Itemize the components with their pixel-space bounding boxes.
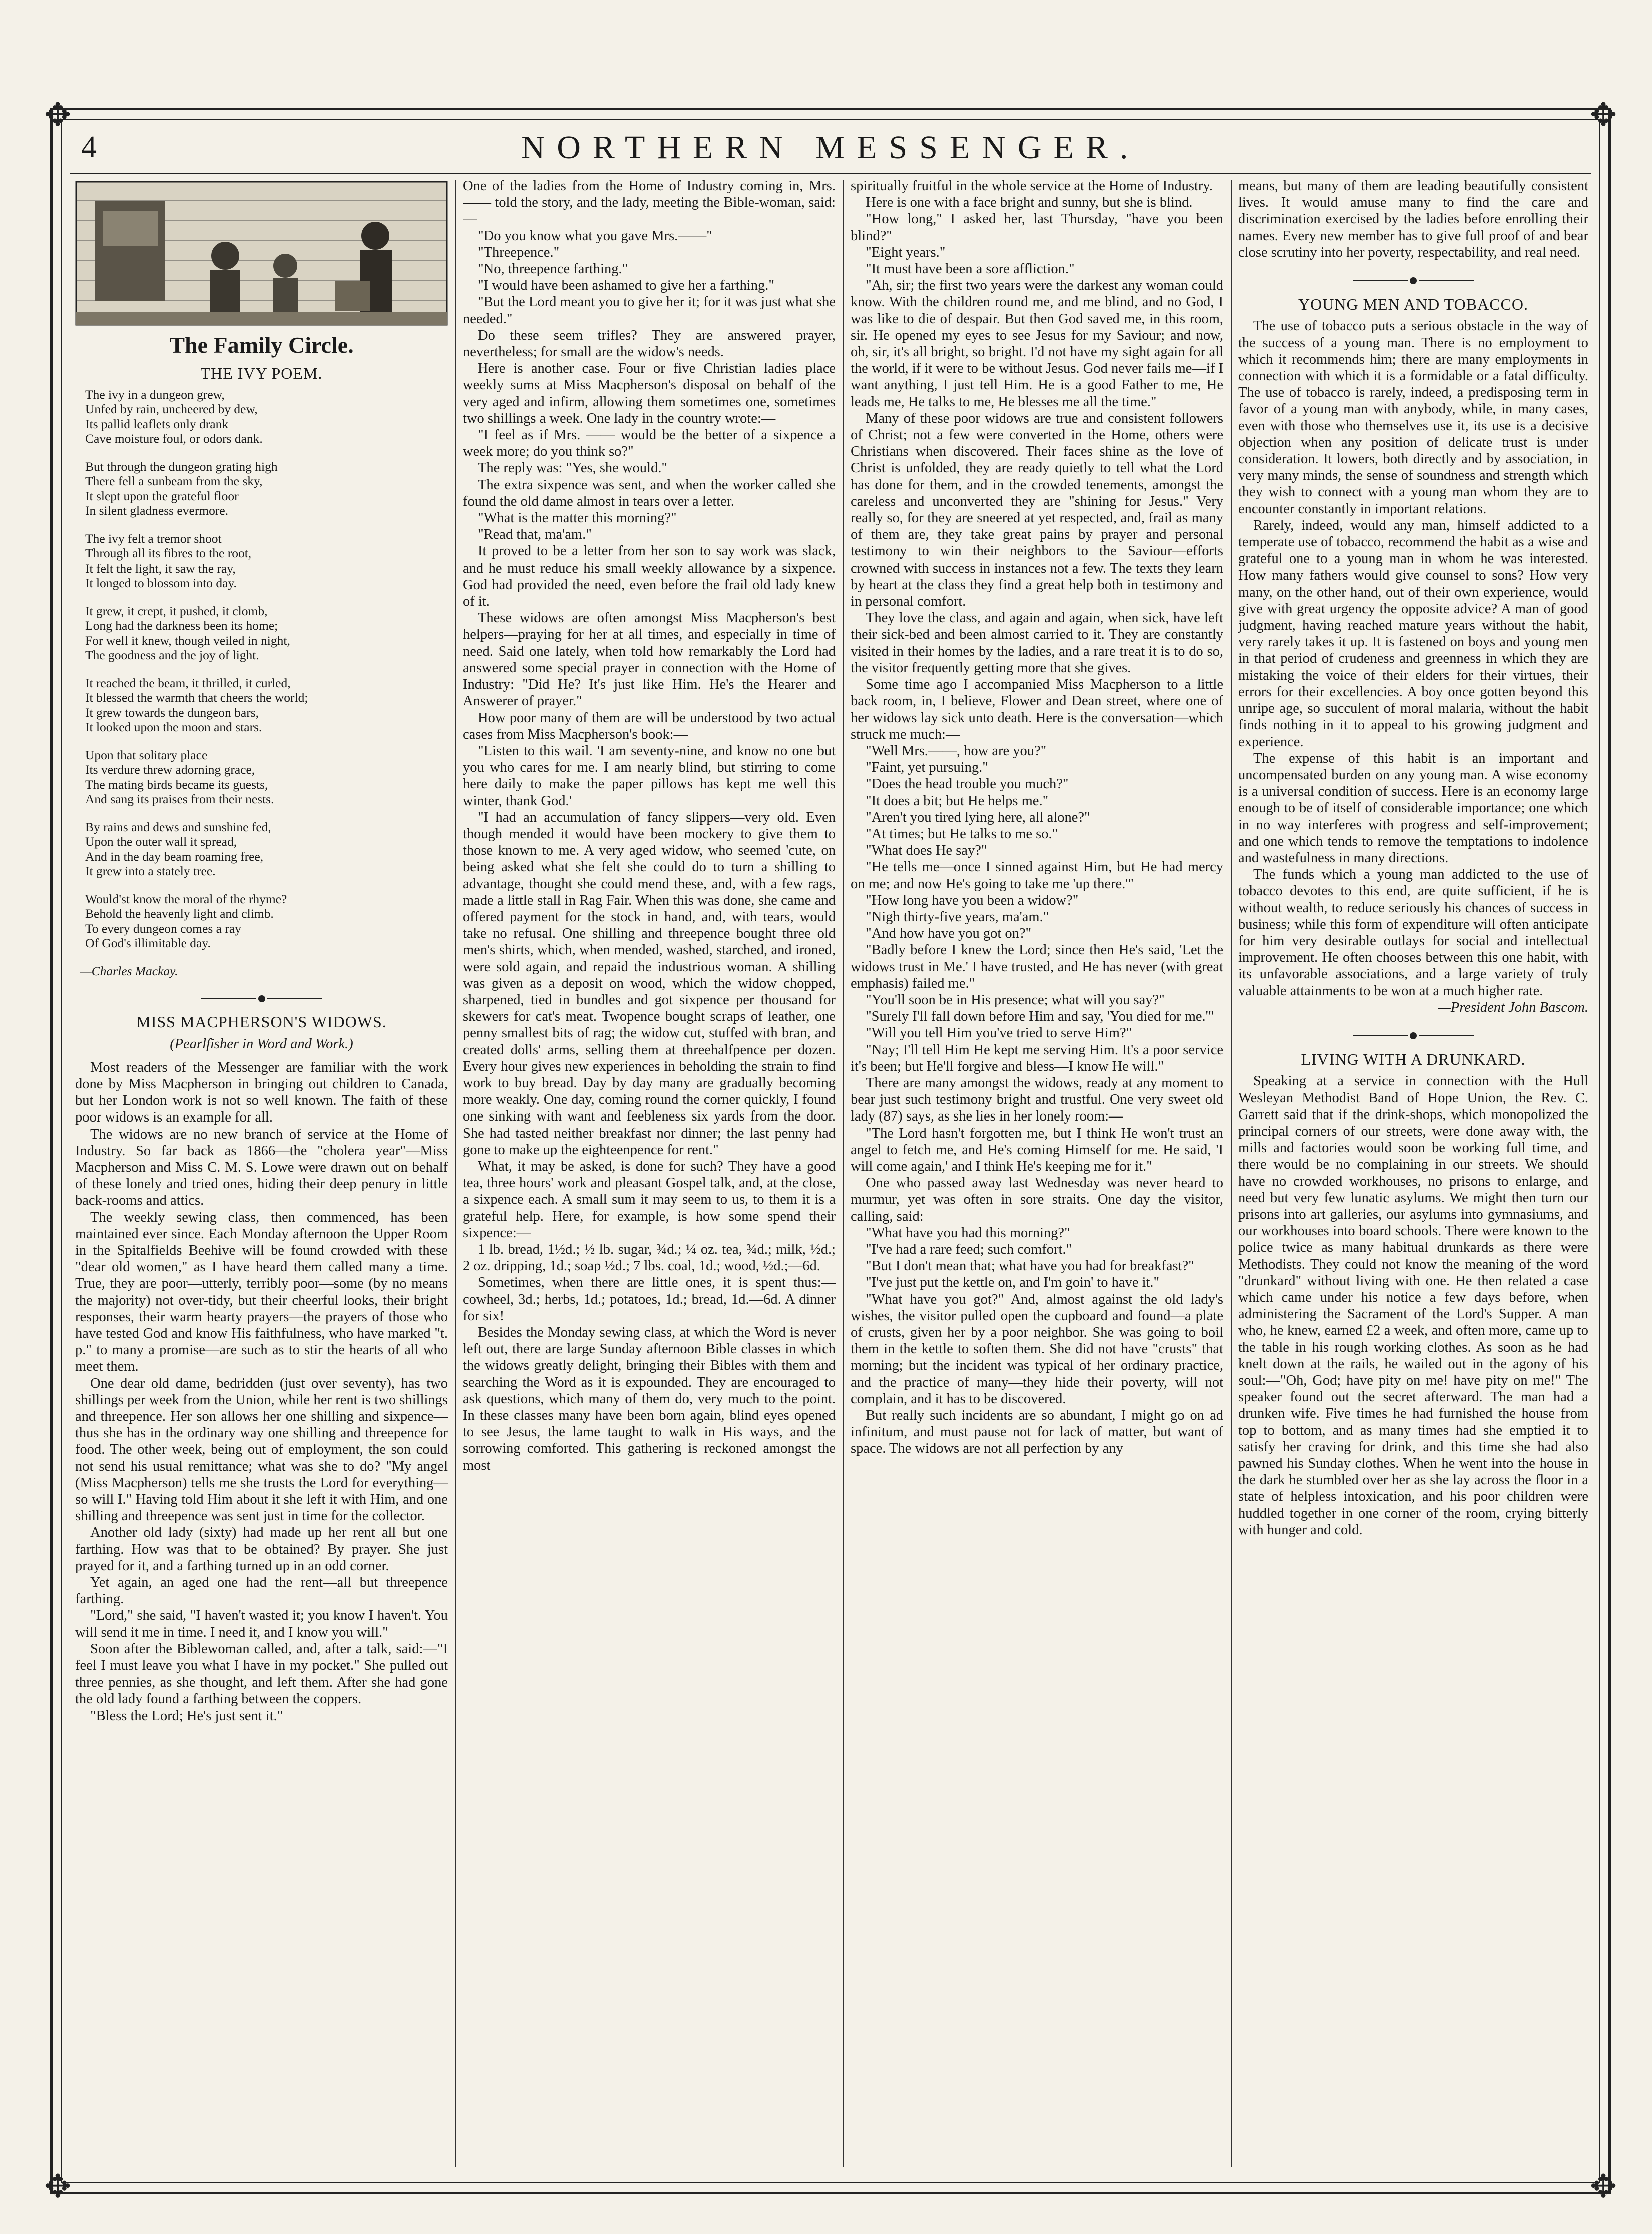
poem-line: Its pallid leaflets only drank [85,416,229,431]
paragraph: "Surely I'll fall down before Him and say, 'You died for me.'" [866,1009,1214,1025]
paragraph: "Eight years." [866,244,946,260]
corner-ornament-top-left: ✥ [44,97,71,134]
poem-line: It grew, it crept, it pushed, it clomb, [85,603,268,618]
paragraph: "How long," I asked her, last Thursday, "have you been blind?" [851,211,1223,244]
paragraph: "Badly before I knew the Lord; since then He's said, 'Let the widows trust in Me.' I have trusted, and He has never (with great emphasis) failed me." [851,942,1223,991]
article-source: (Pearlfisher in Word and Work.) [170,1036,353,1052]
article-title-widows: MISS MACPHERSON'S WIDOWS. [136,1013,387,1031]
paragraph: Sometimes, when there are little ones, it is spent thus:—cowheel, 3d.; herbs, 1d.; potatoes, 1d.; bread, 1d.—6d. A dinner for six! [463,1275,836,1324]
paragraph: The funds which a young man addicted to the use of tobacco devotes to this end, are quite sufficient, if he is without wealth, to reduce seriously his chances of success in business; while this form of expenditure will often anticipate for him very desirable outlays for social and intellectual improvement. He often chooses between this one habit, with its unfavorable associations, and a large variety of truly valuable attainments to be won at a much higher rate. [1238,867,1588,999]
masthead-rule [70,173,1591,174]
column-3 [851,178,1223,2169]
poem-line: And sang its praises from their nests. [85,792,274,807]
column-2 [463,178,836,2169]
paragraph: "Do you know what you gave Mrs.——" [478,228,712,244]
column-separator [843,180,844,2167]
poem-stanza [85,892,448,951]
paragraph: "It does a bit; but He helps me." [866,793,1049,809]
article-drunkard-body [1238,1073,1588,1538]
paragraph: Yet again, an aged one had the rent—all but threepence farthing. [75,1575,448,1607]
masthead [61,119,1600,171]
poem-stanza [85,531,448,591]
paragraph: The use of tobacco puts a serious obstacle in the way of the success of a young man. There is no employment to which it recommends him; there are many employments in connection with which it is a formidable or a fatal difficulty. The use of tobacco is rarely, indeed, a predisposing term in favor of a young man with anybody, while, in many cases, even with those who themselves use it, its use is a decisive objection when any position of delicate trust is under consideration. It lowers, both directly and by association, in very many minds, the sense of soundness and strength which they wish to connect with a young man whom they are to encounter constantly in important relations. [1238,318,1588,517]
poem-line: It reached the beam, it thrilled, it curled, [85,675,291,690]
poem-title: THE IVY POEM. [200,364,323,383]
paragraph: "But the Lord meant you to give her it; for it was just what she needed." [463,294,836,327]
poem-line: It longed to blossom into day. [85,576,237,591]
poem-line: It grew towards the dungeon bars, [85,705,259,720]
poem-line: The goodness and the joy of light. [85,648,259,663]
poem-stanza [85,676,448,735]
paragraph: Here is another case. Four or five Christian ladies place weekly sums at Miss Macpherson's disposal on behalf of the very aged and infirm, allowing them sometimes one, sometimes two shillings a week. One lady in the country wrote:— [463,361,836,426]
poem-stanza [85,748,448,807]
divider [1238,272,1588,288]
poem-stanza [85,459,448,518]
poem-line: By rains and dews and sunshine fed, [85,819,271,834]
paragraph: "Threepence." [478,244,560,260]
poem-line: The ivy felt a tremor shoot [85,531,222,546]
poem-line: Upon that solitary place [85,747,208,762]
paragraph: There are many amongst the widows, ready at any moment to bear just such testimony bright and trustful. One very sweet old lady (87) says, as she lies in her lonely room:— [851,1075,1223,1125]
poem-line: It slept upon the grateful floor [85,488,239,503]
poem-stanza [85,387,448,446]
newspaper-title: NORTHERN MESSENGER. [521,129,1140,166]
poem-line: Unfed by rain, uncheered by dew, [85,402,258,417]
paragraph: "And how have you got on?" [866,926,1032,942]
paragraph: "Faint, yet pursuing." [866,760,988,776]
paragraph: means, but many of them are leading beautifully consistent lives. It would amuse many to find the care and discrimination exercised by the ladies before enrolling their names. Every new member has to give full proof of and bear close scrutiny into her poverty, respectability, and real need. [1238,178,1588,260]
paragraph: "Listen to this wail. 'I am seventy-nine, and know no one but you who cares for me. I am nearly blind, but stirring to come here daily to make the paper pillows has kept me well this winter, thank God.' [463,743,836,809]
article-widows-part-1 [75,1059,448,1724]
poem-stanza [85,604,448,663]
paragraph: "But I don't mean that; what have you had for breakfast?" [866,1258,1194,1274]
poem-line: Behold the heavenly light and climb. [85,906,274,921]
paragraph: These widows are often amongst Miss Macpherson's best helpers—praying for her at all times, and especially in time of need. Said one lately, when told how remarkably the Lord had answered some special prayer in connection with the Home of Industry: "Did He? It's just like Him. He's the Hearer and Answerer of prayer." [463,610,836,709]
paragraph: Soon after the Biblewoman called, and, after a talk, said:—"I feel I must leave you what I have in my pocket." She pulled out three pennies, as she thought, and left them. After she had gone the old lady found a farthing between the coppers. [75,1641,448,1707]
paragraph: "Aren't you tired lying here, all alone?" [866,809,1090,825]
paragraph: But really such incidents are so abundant, I might go on ad infinitum, and must pause not for lack of matter, but want of space. The widows are not all perfection by any [851,1408,1223,1457]
poem-line: Would'st know the moral of the rhyme? [85,891,287,906]
paragraph: Many of these poor widows are true and consistent followers of Christ; not a few were converted in the Home, others were Christians when discovered. Their faces shine as the love of Christ is unfolded, they are ready quietly to tell what the Lord has done for them, and in the crowded tenements, amongst the careless and unconverted they are "shining for Jesus." Very really so, for they are sneered at yet respected, and, frail as many of them are, they take great pains by prayer and personal testimony to win their neighbors to the Saviour—efforts crowned with success in instances not a few. The texts they learn by heart at the class they find a great help both in testimony and in personal comfort. [851,410,1223,610]
poem-line: It looked upon the moon and stars. [85,720,262,735]
column-separator [1231,180,1232,2167]
article-widows-part-3 [851,178,1223,1457]
paragraph: "I would have been ashamed to give her a farthing." [478,278,775,294]
paragraph: The weekly sewing class, then commenced, has been maintained ever since. Each Monday afternoon the Upper Room in the Spitalfields Beehive will be found crowded with these "dear old women," as I have heard them called many a time. True, they are poor—utterly, terribly poor—some (by no means the majority) not over-tidy, but their cheerful looks, their bright responses, their warm hearty prayers—the prayers of those who have tested God and know His faithfulness, who have marked "t. p." to many a promise—are such as to stir the hearts of all who meet them. [75,1209,448,1375]
paragraph: "Bless the Lord; He's just sent it." [90,1708,283,1724]
paragraph: 1 lb. bread, 1½d.; ½ lb. sugar, ¾d.; ¼ oz. tea, ¾d.; milk, ½d.; 2 oz. dripping, 1d.; soap ½d.; 7 lbs. coal, 1d.; wood, ½d.;—6d. [463,1242,836,1274]
paragraph: Another old lady (sixty) had made up her rent all but one farthing. How was that to be obtained? By prayer. She just prayed for it, and a farthing turned up in an odd corner. [75,1525,448,1574]
paragraph: "I had an accumulation of fancy slippers—very old. Even though mended it would have been mockery to give them to those known to me. A very aged widow, who seemed 'cute, on being asked what she felt she could do to turn a shilling to advantage, thought she could mend these, and, with a few rags, made a little stall in Rag Fair. When this was done, she came and offered payment for the stock in hand, and, with tears, would take no refusal. One shilling and threepence bought three old men's shirts, which, when mended, washed, starched, and ironed, were sold again, and repaid the industrious woman. A shilling was given as a deposit on wood, which the widow chopped, sharpened, tied in bundles and got sixpence per thousand for skewers for cat's meat. Twopence bought scraps of leather, one penny smallest bits of rag; the widow cut, stuffed with bran, and created dolls' arms, selling them at threehalfpence per dozen. Every hour gives new experiences in beholding the strain to find work to buy bread. Day by day many are gradually becoming more weakly. One day, coming round the corner quickly, I found one sinking with want and feebleness six yards from the door. She had tasted neither breakfast nor dinner; the last penny had gone to make up the eighteenpence for rent." [463,809,836,1158]
paragraph: "What does He say?" [866,843,987,859]
poem-line: It grew into a stately tree. [85,864,216,879]
paragraph: One dear old dame, bedridden (just over seventy), has two shillings per week from the Union, while her rent is two shillings and threepence. Her son allows her one shilling and sixpence—thus she has in the ordinary way one shilling and threepence for food. The other week, being out of employment, the son could not send his usual remittance; what was she to do? "My angel (Miss Macpherson) tells me she trusts the Lord for everything—so will I." Having told Him about it she left it with Him, and one shilling and threepence was sent just in time for the collector. [75,1375,448,1524]
paragraph: "What have you had this morning?" [866,1225,1070,1241]
corner-ornament-top-right: ✥ [1590,97,1617,134]
family-illustration [75,181,448,326]
poem-line: The mating birds became its guests, [85,777,268,792]
paragraph: "I've had a rare feed; such comfort." [866,1242,1072,1257]
poem-author: —Charles Mackay. [80,963,178,978]
paragraph: "Ah, sir; the first two years were the darkest any woman could know. With the children round me, and me blind, and no God, I was like to die of despair. But then God saved me, in this room, sir. He opened my eyes to see Jesus for my Saviour; and now, oh, sir, it's all bright, so bright. I'd not have my sight again for all the world, if it were to be without Jesus. God never fails me—if I want anything, I just tell Him. He is a good Father to me, He leads me, He talks to me, He blesses me all the time." [851,278,1223,410]
poem-line: Of God's illimitable day. [85,936,211,951]
paragraph: The widows are no new branch of service at the Home of Industry. So far back as 1866—the "cholera year"—Miss Macpherson and Miss C. M. S. Lowe were drawn out on behalf of these lonely and tried ones, hiding their deep penury in little back-rooms and attics. [75,1126,448,1209]
paragraph: They love the class, and again and again, when sick, have left their sick-bed and been almost carried to it. They are constantly visited in their homes by the ladies, and a rare treat it is to do so, the visitor frequently getting more that she gives. [851,610,1223,676]
poem-line: Long had the darkness been its home; [85,618,278,633]
paragraph: Here is one with a face bright and sunny, but she is blind. [866,195,1193,211]
column-4 [1238,178,1588,2169]
article-widows-part-4 [1238,178,1588,261]
paragraph: The extra sixpence was sent, and when the worker called she found the old dame almost in tears over a letter. [463,477,836,509]
column-1 [75,178,448,2169]
paragraph: "I've just put the kettle on, and I'm goin' to have it." [866,1275,1160,1291]
page-number: 4 [81,130,97,164]
poem-line: It blessed the warmth that cheers the world; [85,690,308,705]
section-title: The Family Circle. [169,332,354,358]
corner-ornament-bottom-right: ✥ [1590,2168,1617,2205]
paragraph: "What is the matter this morning?" [478,510,677,526]
paragraph: "I feel as if Mrs. —— would be the better of a sixpence a week more; do you think so?" [463,427,836,460]
article-attribution: —President John Bascom. [1438,999,1588,1015]
divider [1238,1027,1588,1043]
divider [75,989,448,1006]
article-title-tobacco: YOUNG MEN AND TOBACCO. [1298,295,1528,314]
poem-line: But through the dungeon grating high [85,459,278,474]
paragraph: What, it may be asked, is done for such? They have a good tea, three hours' work and pleasant Gospel talk, and, at the close, a sixpence each. A small sum it may seem to us, to them it is a grateful help. Here, for example, is how some spend their sixpence:— [463,1158,836,1241]
paragraph: "It must have been a sore affliction." [866,261,1075,277]
paragraph: spiritually fruitful in the whole service at the Home of Industry. [851,178,1213,194]
paragraph: Speaking at a service in connection with the Hull Wesleyan Methodist Band of Hope Union, the Rev. C. Garrett said that if the drink-shops, which monopolized the principal corners of our streets, were done away with, the mills and factories would soon be working full time, and there would be no complaining in our streets. We should have no crowded workhouses, no prisons to enlarge, and need but very few lunatic asylums. We might then turn our prisons into art galleries, our asylums into gymnasiums, and our workhouses into board schools. There were known to the police twice as many habitual drunkards as there were Methodists. They could not know the meaning of the word "drunkard" without living with one. He then related a case which came under his notice a few days before, when administering the Sacrament of the Lord's Supper. A man who, he knew, earned £2 a week, and often more, came up to the table in his rough working clothes. As soon as he had knelt down at the rails, he wailed out in the agony of his soul:—"Oh, God; have pity on me! have pity on me!" The speaker found out the secret afterward. The man had a drunken wife. Five times he had furnished the house from top to bottom, and as many times had she emptied it to satisfy her craving for drink, and this time she had also pawned his Sunday clothes. When he went into the house in the dark he stumbled over her as she lay across the floor in a state of helpless intoxication, and his poor children were huddled together in one corner of the room, crying bitterly with hunger and cold. [1238,1073,1588,1538]
paragraph: It proved to be a letter from her son to say work was slack, and he must reduce his small weekly allowance by a sixpence. God had provided the need, even before the frail old lady knew of it. [463,543,836,610]
poem-stanza [85,820,448,879]
column-separator [455,180,456,2167]
poem-line: In silent gladness evermore. [85,503,229,518]
paragraph: Besides the Monday sewing class, at which the Word is never left out, there are large Sunday afternoon Bible classes in which the widows greatly delight, bringing their Bibles with them and searching the Word as it is expounded. They are encouraged to ask questions, which many of them do, very much to the point. In these classes many have been born again, blind eyes opened to see Jesus, the lame taught to walk in His ways, and the sorrowing comforted. This gathering is reckoned amongst the most [463,1325,836,1473]
paragraph: Most readers of the Messenger are familiar with the work done by Miss Macpherson in bringing out children to Canada, but her London work is not so well known. The faith of these poor widows is an example for all. [75,1059,448,1126]
paragraph: Do these seem trifles? They are answered prayer, nevertheless; for small are the widow's needs. [463,327,836,360]
poem-line: To every dungeon comes a ray [85,921,241,936]
paragraph: How poor many of them are will be understood by two actual cases from Miss Macpherson's book:— [463,710,836,742]
paragraph: "Nigh thirty-five years, ma'am." [866,909,1049,925]
poem-line: Through all its fibres to the root, [85,546,252,561]
paragraph: "The Lord hasn't forgotten me, but I think He won't trust an angel to fetch me, and He's coming Himself for me. He said, 'I will come again,' and I think He's keeping me for it." [851,1125,1223,1174]
corner-ornament-bottom-left: ✥ [44,2168,71,2205]
paragraph: "You'll soon be in His presence; what will you say?" [866,992,1165,1008]
paragraph: Some time ago I accompanied Miss Macpherson to a little back room, in, I believe, Flower and Dean street, where one of her widows lay sick unto death. Here is the conversation—which struck me much:— [851,677,1223,742]
poem-line: Upon the outer wall it spread, [85,834,237,849]
paragraph: "Read that, ma'am." [478,527,592,543]
paragraph: Rarely, indeed, would any man, himself addicted to a temperate use of tobacco, recommend the habit as a wise and grateful one to a young man in whom he was interested. How many fathers would give counsel to sons? How very many, on the other hand, out of their own experience, would give with great urgency the opposite advice? A man of good judgment, having reached mature years without the habit, very rarely takes it up. It is fastened on boys and young men in that period of crudeness and greenness in which they are mistaking the voice of their elders for their virtues, their errors for their excellencies. A boy once gotten beyond this unripe age, so succulent of moral malaria, without the habit finds nothing in it to appeal to his growing judgment and experience. [1238,517,1588,750]
poem-line: It felt the light, it saw the ray, [85,561,236,576]
paragraph: "What have you got?" And, almost against the old lady's wishes, the visitor pulled open the cupboard and found—a plate of crusts, given her by a poor neighbor. She was going to boil them in the kettle to soften them. She did not have "crusts" that morning; but the incident was typical of her ordinary practice, and the practice of many—they hide their poverty, will not complain, and it has to be discovered. [851,1291,1223,1407]
article-title-drunkard: LIVING WITH A DRUNKARD. [1301,1050,1526,1069]
paragraph: "How long have you been a widow?" [866,892,1079,908]
paragraph: "No, threepence farthing." [478,261,628,277]
paragraph: One of the ladies from the Home of Industry coming in, Mrs. —— told the story, and the lady, meeting the Bible-woman, said:— [463,178,836,227]
paragraph: "Lord," she said, "I haven't wasted it; you know I haven't. You will send it me in time. I need it, and I know you will." [75,1608,448,1640]
paragraph: "He tells me—once I sinned against Him, but He had mercy on me; and now He's going to take me 'up there.'" [851,859,1223,892]
paragraph: "Does the head trouble you much?" [866,776,1069,792]
paragraph: The reply was: "Yes, she would." [478,460,667,476]
poem-line: For well it knew, though veiled in night, [85,633,290,648]
poem-body [80,387,448,979]
paragraph: "Nay; I'll tell Him He kept me serving Him. It's a poor service it's been; but He'll forgive and bless—I know He will." [851,1042,1223,1074]
paragraph: One who passed away last Wednesday was never heard to murmur, yet was often in sore straits. One day the visitor, calling, said: [851,1175,1223,1224]
poem-line: There fell a sunbeam from the sky, [85,474,263,489]
paragraph: The expense of this habit is an important and uncompensated burden on any young man. A wise economy is a universal condition of success. Here is an economy large enough to be of itself of considerable importance; one which in no way interferes with progress and self-improvement; and one which tends to remove the temptations to indolence and wastefulness in many directions. [1238,750,1588,866]
poem-line: Cave moisture foul, or odors dank. [85,431,263,446]
poem-line: The ivy in a dungeon grew, [85,387,225,402]
poem-line: And in the day beam roaming free, [85,849,264,864]
paragraph: "Well Mrs.——, how are you?" [866,743,1047,759]
poem-line: Its verdure threw adorning grace, [85,762,255,777]
article-widows-part-2 [463,178,836,1474]
paragraph: "Will you tell Him you've tried to serve Him?" [866,1025,1132,1041]
paragraph: "At times; but He talks to me so." [866,826,1058,842]
article-tobacco-body [1238,318,1588,999]
